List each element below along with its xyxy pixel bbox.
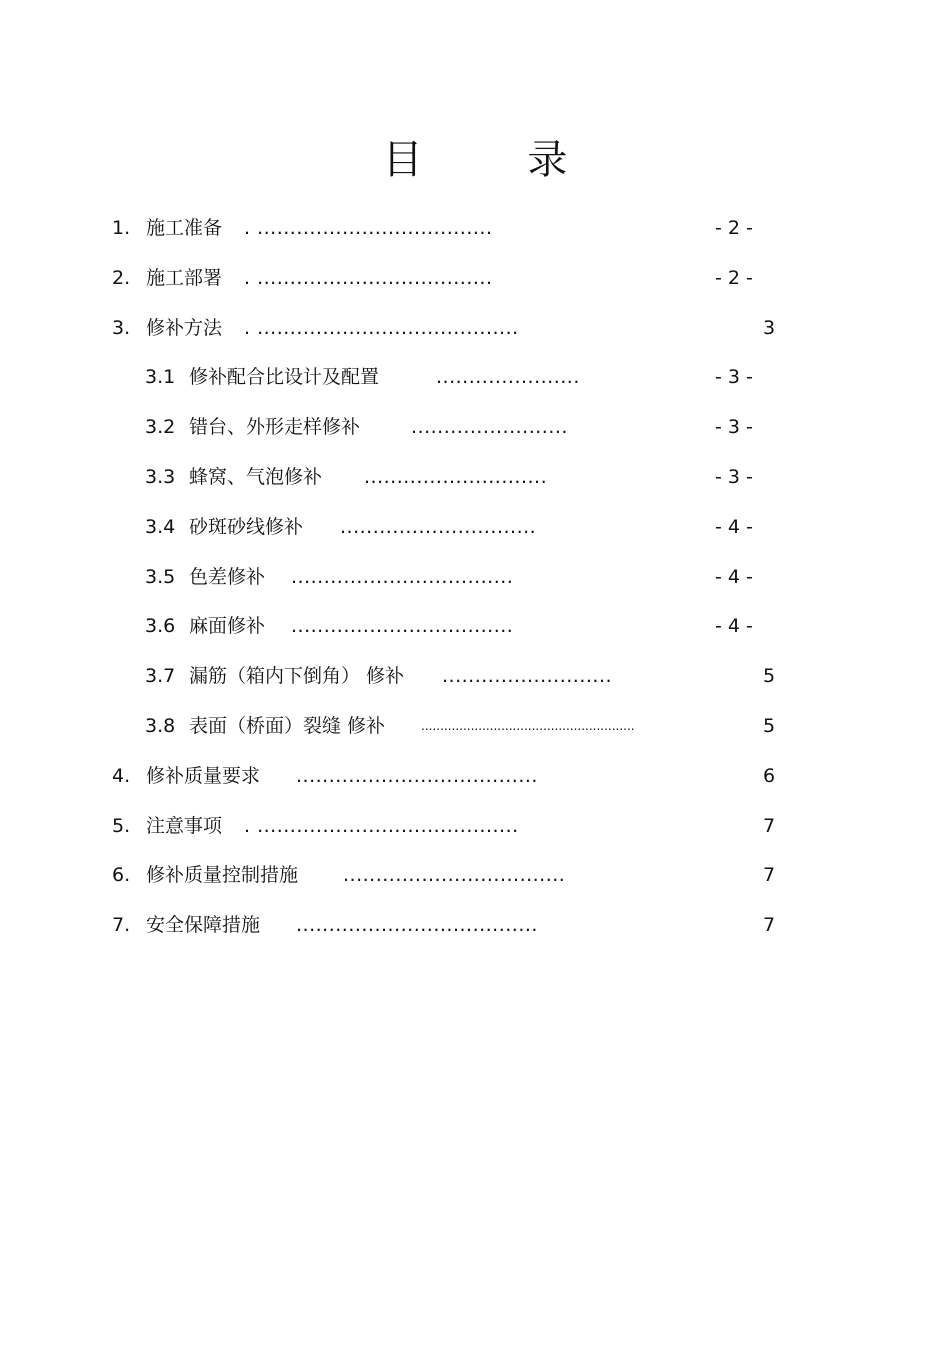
toc-leader: . ........................................ <box>244 317 519 339</box>
toc-number: 1. <box>112 217 131 239</box>
toc-leader: .................................. <box>343 864 566 886</box>
toc-leader: ............................ <box>364 466 548 488</box>
toc-leader: . ........................................ <box>244 815 519 837</box>
toc-entry-3-7[interactable] <box>0 661 950 691</box>
toc-entry-6[interactable] <box>0 860 950 890</box>
toc-number: 3.7 <box>145 665 176 687</box>
toc-leader: ........................ <box>411 416 568 438</box>
toc-title: 错台、外形走样修补 <box>189 416 361 438</box>
toc-page: 6 <box>763 765 776 787</box>
toc-number: 2. <box>112 267 131 289</box>
toc-entry-3-5[interactable] <box>0 562 950 592</box>
toc-number: 3.3 <box>145 466 176 488</box>
toc-title: 蜂窝、气泡修补 <box>189 466 323 488</box>
toc-number: 3.4 <box>145 516 176 538</box>
toc-page: - 4 - <box>715 516 753 538</box>
toc-number: 5. <box>112 815 131 837</box>
toc-entry-5[interactable] <box>0 811 950 841</box>
toc-entry-3-4[interactable] <box>0 512 950 542</box>
toc-number: 3.2 <box>145 416 176 438</box>
toc-leader: ..................................... <box>296 765 538 787</box>
toc-leader: ........................................................ <box>421 719 635 733</box>
toc-title: 砂斑砂线修补 <box>189 516 304 538</box>
toc-leader: .............................. <box>340 516 537 538</box>
toc-page: 7 <box>763 815 776 837</box>
toc-title: 表面（桥面）裂缝 修补 <box>189 715 386 737</box>
toc-leader: .................................. <box>291 566 514 588</box>
toc-page: - 4 - <box>715 615 753 637</box>
toc-number: 3.8 <box>145 715 176 737</box>
toc-page: 7 <box>763 864 776 886</box>
toc-title: 修补配合比设计及配置 <box>189 366 380 388</box>
toc-entry-3-1[interactable] <box>0 362 950 392</box>
toc-page: - 4 - <box>715 566 753 588</box>
toc-entry-1[interactable] <box>0 213 950 243</box>
toc-number: 3.5 <box>145 566 176 588</box>
toc-title: 修补质量控制措施 <box>146 864 299 886</box>
toc-leader: .................................. <box>291 615 514 637</box>
toc-title: 麻面修补 <box>189 615 266 637</box>
toc-title: 修补方法 <box>146 317 223 339</box>
toc-page: - 3 - <box>715 416 753 438</box>
toc-number: 7. <box>112 914 131 936</box>
toc-entry-3-3[interactable] <box>0 462 950 492</box>
toc-entry-7[interactable] <box>0 910 950 940</box>
toc-leader: . .................................... <box>244 217 493 239</box>
toc-title: 注意事项 <box>146 815 223 837</box>
toc-page: 3 <box>763 317 776 339</box>
toc-page: - 2 - <box>715 267 753 289</box>
toc-number: 3.6 <box>145 615 176 637</box>
page-title: 目 录 <box>382 137 614 183</box>
toc-title: 色差修补 <box>189 566 266 588</box>
toc-leader: ...................... <box>436 366 580 388</box>
toc-leader: . .................................... <box>244 267 493 289</box>
toc-entry-3-8[interactable] <box>0 711 950 741</box>
toc-page: 5 <box>763 715 776 737</box>
toc-page: - 3 - <box>715 366 753 388</box>
toc-entry-2[interactable] <box>0 263 950 293</box>
toc-number: 4. <box>112 765 131 787</box>
toc-leader: .......................... <box>442 665 613 687</box>
toc-entry-3-6[interactable] <box>0 611 950 641</box>
toc-title: 漏筋（箱内下倒角） 修补 <box>189 665 405 687</box>
toc-page: 7 <box>763 914 776 936</box>
toc-title: 安全保障措施 <box>146 914 261 936</box>
toc-page: 5 <box>763 665 776 687</box>
toc-title: 施工准备 <box>146 217 223 239</box>
toc-number: 6. <box>112 864 131 886</box>
toc-title: 施工部署 <box>146 267 223 289</box>
toc-number: 3. <box>112 317 131 339</box>
toc-page: - 3 - <box>715 466 753 488</box>
toc-title: 修补质量要求 <box>146 765 261 787</box>
toc-entry-4[interactable] <box>0 761 950 791</box>
toc-entry-3[interactable] <box>0 313 950 343</box>
toc-entry-3-2[interactable] <box>0 412 950 442</box>
toc-leader: ..................................... <box>296 914 538 936</box>
toc-page: - 2 - <box>715 217 753 239</box>
toc-number: 3.1 <box>145 366 176 388</box>
